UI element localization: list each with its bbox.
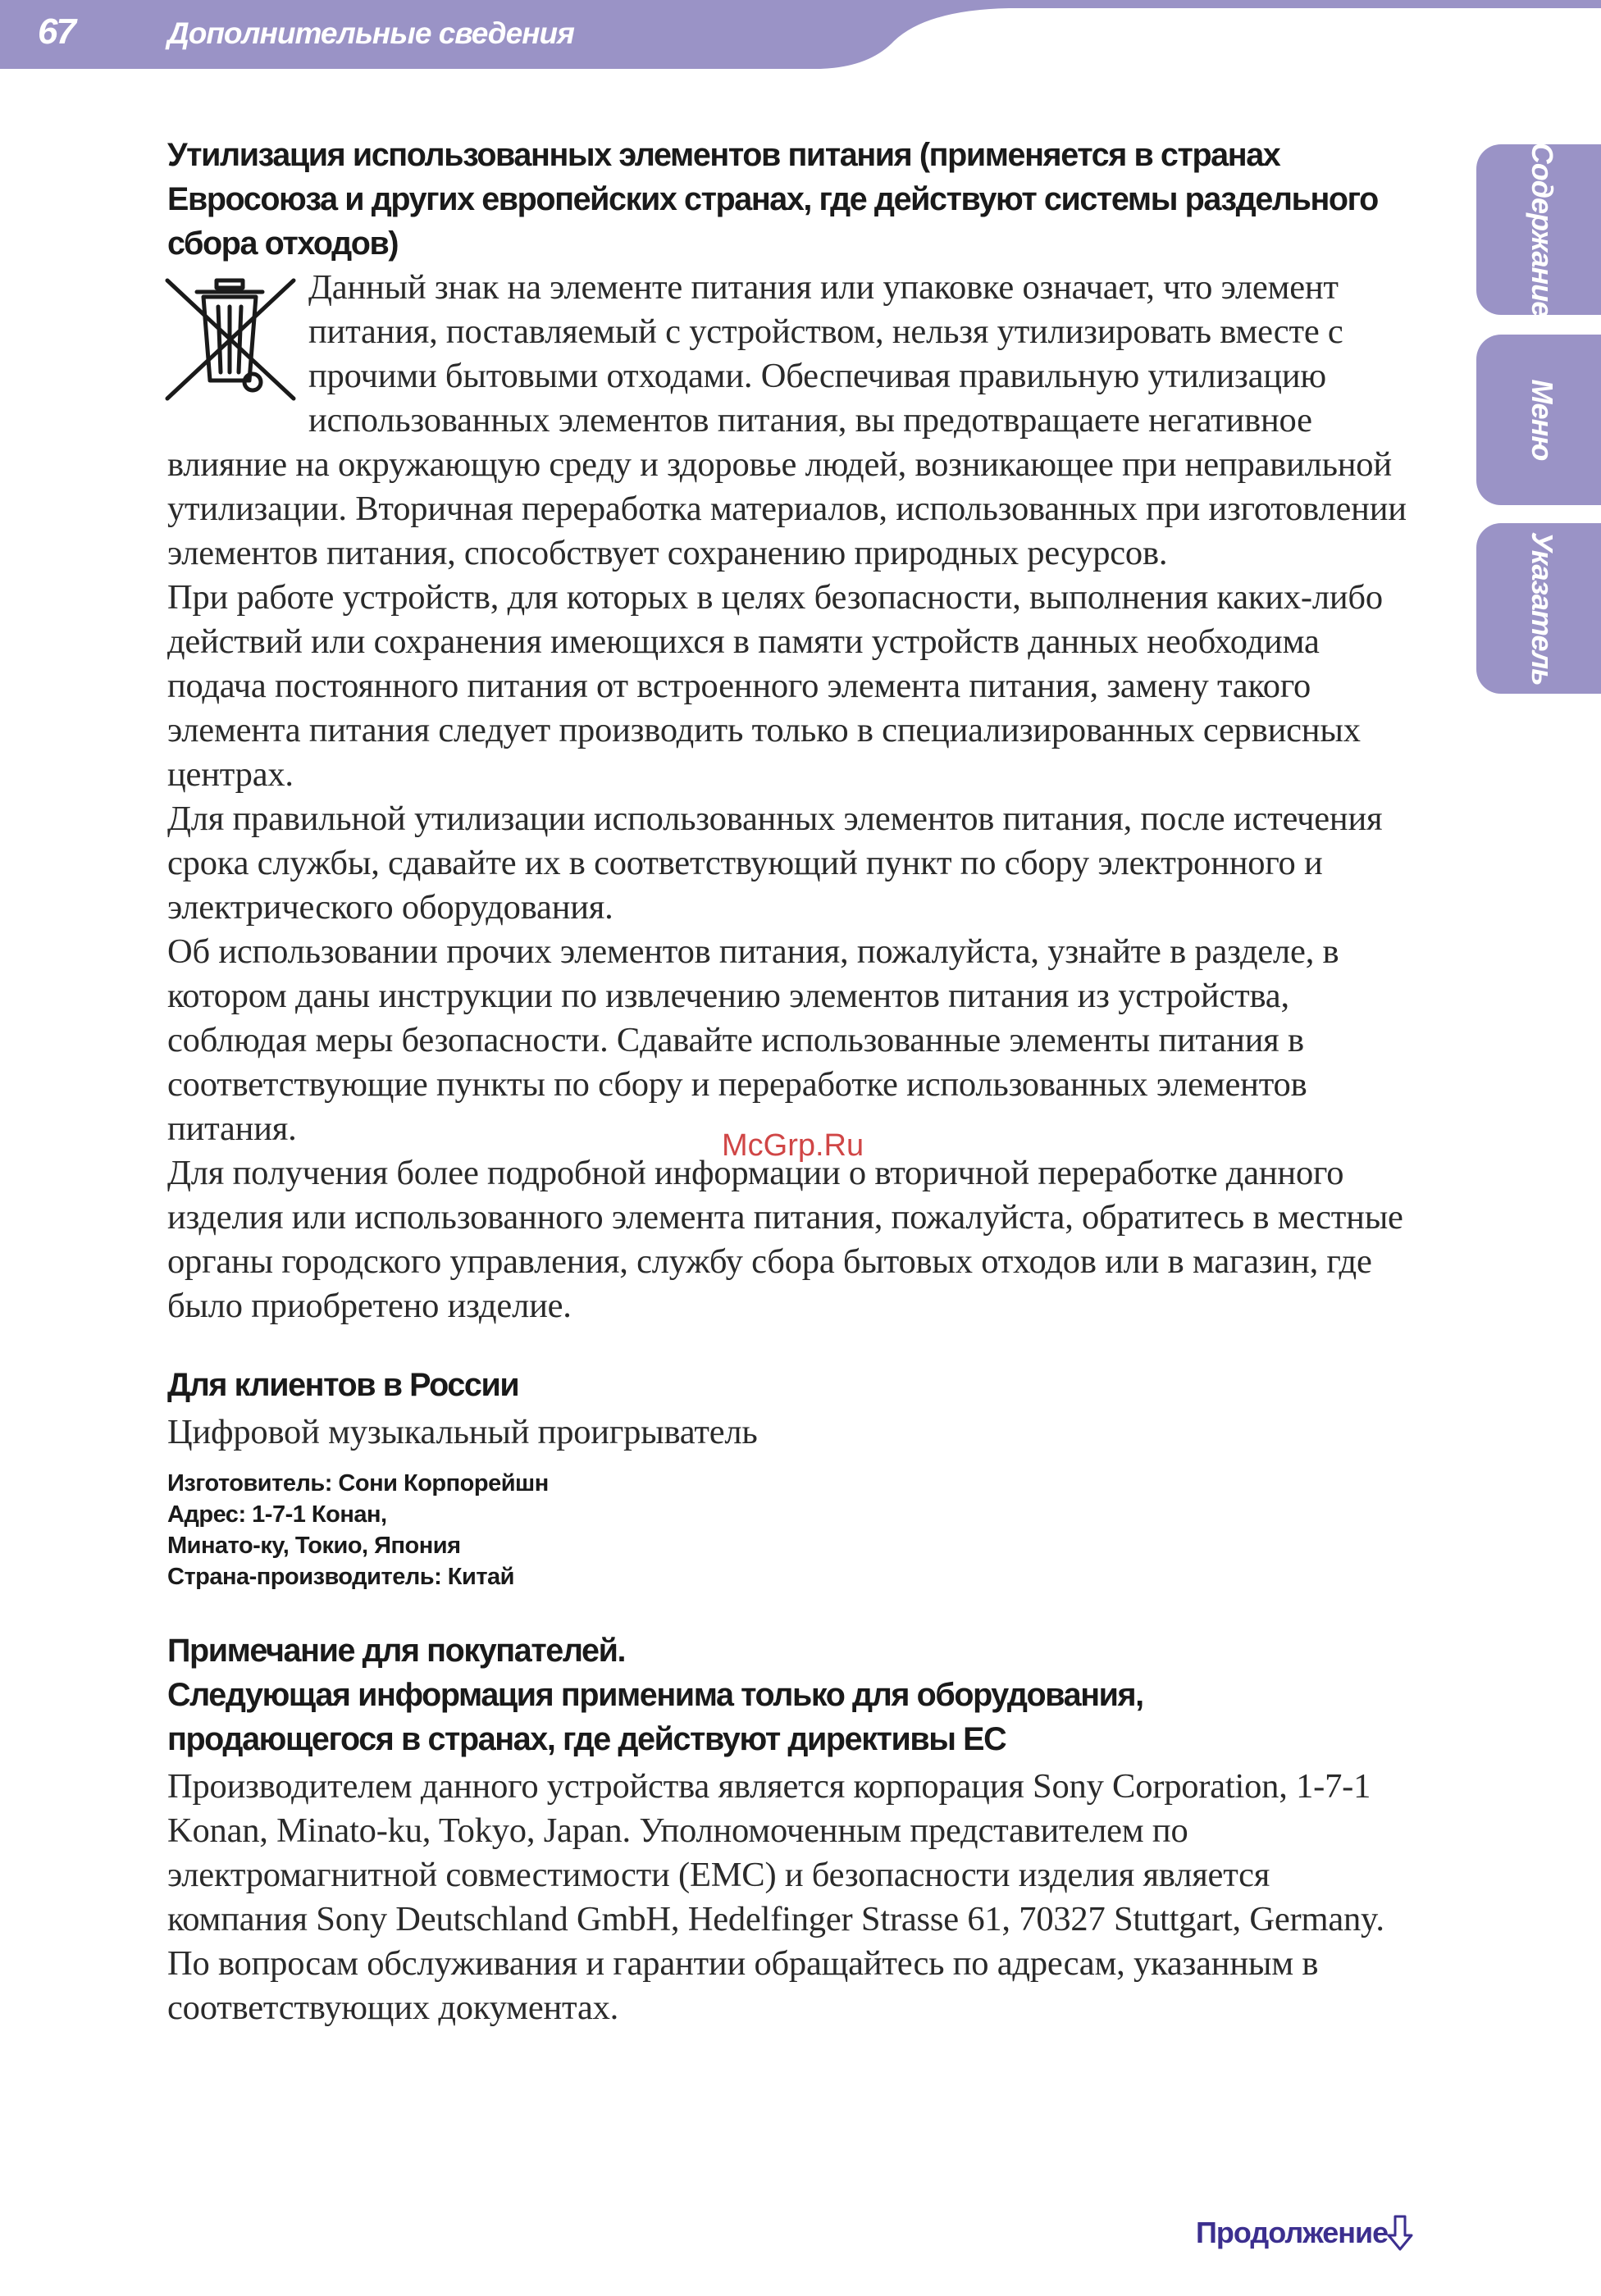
page-number: 67 — [38, 11, 75, 52]
battery-text-block — [167, 266, 1414, 1328]
tab-menu-label: Меню — [1526, 379, 1559, 461]
eu-paragraph-1: Производителем данного устройства является корпорация Sony Corporation, 1-7-1 Konan, Minato-ku, Tokyo, Japan. Уполномоченным представителем по электромагнитной совместимости (EMC) и безопасности изделия является компания Sony Deutschland GmbH, Hedelfinger Strasse 61, 70327 Stuttgart, Germany. — [167, 1767, 1384, 1938]
tab-contents-label: Содержание — [1526, 142, 1559, 317]
watermark: McGrp.Ru — [722, 1128, 864, 1163]
main-content — [167, 133, 1414, 2030]
address-line: Минато-ку, Токио, Япония — [167, 1533, 461, 1559]
section-title: Дополнительные сведения — [167, 16, 574, 50]
down-arrow-icon[interactable] — [1386, 2214, 1414, 2252]
tab-index-label: Указатель — [1526, 531, 1559, 686]
battery-heading-line: Евросоюза и других европейских странах, где действуют системы раздельного — [167, 181, 1378, 217]
crossed-bin-icon — [161, 274, 300, 405]
product-name: Цифровой музыкальный проигрыватель — [167, 1413, 758, 1451]
manufacturer-line: Изготовитель: Сони Корпорейшн — [167, 1470, 549, 1496]
battery-heading-line: сбора отходов) — [167, 226, 399, 262]
page-header — [0, 0, 1601, 71]
tab-contents[interactable] — [1476, 144, 1601, 315]
tab-index[interactable] — [1476, 523, 1601, 694]
eu-heading-line: продающегося в странах, где действуют директивы ЕС — [167, 1721, 1006, 1757]
battery-paragraph-1: Данный знак на элементе питания или упаковке означает, что элемент питания, поставляемый с устройством, нельзя утилизировать вместе с прочими бытовыми отходами. Обеспечивая правильную утилизацию использованных элементов питания, вы предотвращаете негативное влияние на окружающую среду и здоровье людей, возникающее при неправильной утилизации. Вторичная переработка материалов, использованных при изготовлении элементов питания, способствует сохранению природных ресурсов. — [167, 268, 1407, 572]
address-line: Адрес: 1-7-1 Конан, — [167, 1501, 387, 1528]
battery-paragraph-4: Об использовании прочих элементов питания, пожалуйста, узнайте в разделе, в котором даны инструкции по извлечению элементов питания из устройства, соблюдая меры безопасности. Сдавайте использованные элементы питания в соответствующие пункты по сбору и переработке использованных элементов питания. — [167, 932, 1339, 1148]
russia-heading: Для клиентов в России — [167, 1367, 519, 1403]
eu-paragraph-2: По вопросам обслуживания и гарантии обращайтесь по адресам, указанным в соответствующих документах. — [167, 1944, 1319, 2027]
continued-link[interactable]: Продолжение — [1196, 2216, 1389, 2249]
country-line: Страна-производитель: Китай — [167, 1564, 514, 1590]
eu-heading-line: Следующая информация применима только для оборудования, — [167, 1677, 1143, 1713]
tab-menu[interactable] — [1476, 335, 1601, 505]
eu-heading — [167, 1629, 1414, 1761]
battery-paragraph-2: При работе устройств, для которых в целях безопасности, выполнения каких-либо действий или сохранения имеющихся в памяти устройств данных необходима подача постоянного питания от встроенного элемента питания, замену такого элемента питания следует производить только в специализированных сервисных центрах. — [167, 578, 1383, 794]
battery-paragraph-5: Для получения более подробной информации о вторичной переработке данного изделия или использованного элемента питания, пожалуйста, обратитесь в местные органы городского управления, службу сбора бытовых отходов или в магазин, где было приобретено изделие. — [167, 1154, 1403, 1325]
eu-heading-line: Примечание для покупателей. — [167, 1633, 626, 1669]
battery-heading — [167, 133, 1414, 266]
battery-paragraph-3: Для правильной утилизации использованных элементов питания, после истечения срока службы, сдавайте их в соответствующий пункт по сбору электронного и электрического оборудования. — [167, 800, 1383, 927]
battery-heading-line: Утилизация использованных элементов питания (применяется в странах — [167, 137, 1280, 173]
